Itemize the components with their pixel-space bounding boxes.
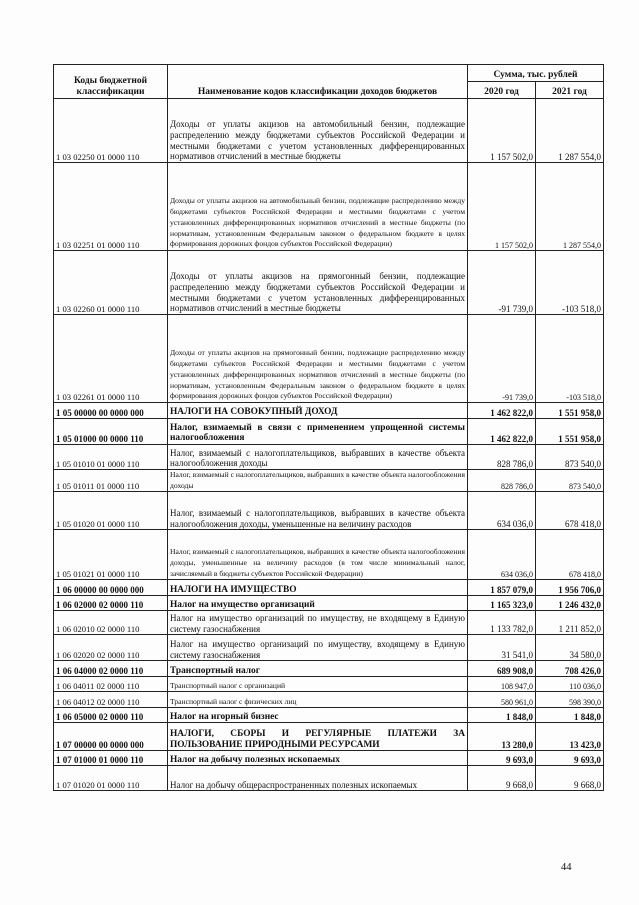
row-code: 1 07 01000 01 0000 110 [54,751,168,766]
row-value-2020: 634 036,0 [468,492,536,530]
row-value-2020: 1 462 822,0 [468,403,536,419]
table-row [54,445,604,470]
row-code: 1 06 00000 00 0000 000 [54,580,168,596]
table-row [54,530,604,580]
row-value-2020: 108 947,0 [468,677,536,692]
header-name: Наименование кодов классификации доходов бюджетов [168,65,468,99]
row-name: Налог на имущество организаций по имуществу, входящему в Единую систему газоснабжения [168,635,468,661]
row-value-2021: -103 518,0 [536,251,604,315]
row-code: 1 05 01010 01 0000 110 [54,445,168,470]
table-body [54,99,604,791]
row-value-2020: 1 462 822,0 [468,419,536,445]
row-value-2020: 580 961,0 [468,692,536,708]
table-row [54,315,604,403]
table-row [54,580,604,596]
row-value-2020: 1 133 782,0 [468,611,536,635]
row-value-2020: 828 786,0 [468,445,536,470]
row-code: 1 06 04000 02 0000 110 [54,661,168,677]
table-row [54,611,604,635]
row-name: Доходы от уплаты акцизов на автомобильный бензин, подлежащие распределению между бюджетами субъектов Российской Федерации и местными бюджетами с учетом установленных дифференцированных нормативов отчислений в местные бюджеты (по нормативам, установленным Федеральным законом о федеральном бюджете в целях формирования дорожных фондов субъектов Российской Федерации) [168,163,468,251]
row-name: Налог, взимаемый с налогоплательщиков, выбравших в качестве объекта налогообложения доходы [168,445,468,470]
row-name: Налог, взимаемый с налогоплательщиков, выбравших в качестве объекта налогообложения доходы, уменьшенные на величину расходов [168,492,468,530]
row-name: Транспортный налог с физических лиц [168,692,468,708]
row-name: НАЛОГИ НА СОВОКУПНЫЙ ДОХОД [168,403,468,419]
row-name: Доходы от уплаты акцизов на прямогонный бензин, подлежащие распределению между бюджетами субъектов Российской Федерации и местными бюджетами с учетом установленных дифференцированных нормативов отчислений в местные бюджеты [168,251,468,315]
row-value-2021: 9 668,0 [536,766,604,791]
row-code: 1 07 00000 00 0000 000 [54,723,168,751]
row-value-2020: 31 541,0 [468,635,536,661]
row-value-2021: 1 551 958,0 [536,403,604,419]
row-value-2021: 9 693,0 [536,751,604,766]
table-row [54,677,604,692]
row-value-2020: 9 693,0 [468,751,536,766]
page-number: 44 [561,862,572,873]
row-value-2020: 1 848,0 [468,708,536,723]
header-sum: Сумма, тыс. рублей [468,65,604,82]
row-name: Налог, взимаемый с налогоплательщиков, выбравших в качестве объекта налогообложения доходы [168,470,468,492]
row-value-2021: 678 418,0 [536,530,604,580]
row-value-2020: 634 036,0 [468,530,536,580]
row-name: Доходы от уплаты акцизов на прямогонный бензин, подлежащие распределению между бюджетами субъектов Российской Федерации и местными бюджетами с учетом установленных дифференцированных нормативов отчислений в местные бюджеты (по нормативам, установленным Федеральным законом о федеральном бюджете в целях формирования дорожных фондов субъектов Российской Федерации) [168,315,468,403]
row-code: 1 06 05000 02 0000 110 [54,708,168,723]
row-code: 1 07 01020 01 0000 110 [54,766,168,791]
row-code: 1 03 02260 01 0000 110 [54,251,168,315]
row-value-2021: 110 036,0 [536,677,604,692]
row-name: Налог, взимаемый с налогоплательщиков, выбравших в качестве объекта налогообложения доходы, уменьшенные на величину расходов (в том числе минимальный налог, зачисляемый в бюджеты субъектов Российской Федерации) [168,530,468,580]
row-code: 1 06 02000 02 0000 110 [54,596,168,611]
row-value-2021: 708 426,0 [536,661,604,677]
row-value-2021: 34 580,0 [536,635,604,661]
row-name: Налог на добычу общераспространенных полезных ископаемых [168,766,468,791]
row-name: НАЛОГИ НА ИМУЩЕСТВО [168,580,468,596]
table-row [54,251,604,315]
table-row [54,708,604,723]
row-code: 1 06 04012 02 0000 110 [54,692,168,708]
header-code: Коды бюджетной классификации [54,65,168,99]
row-value-2021: 678 418,0 [536,492,604,530]
row-code: 1 05 00000 00 0000 000 [54,403,168,419]
row-value-2021: 13 423,0 [536,723,604,751]
row-code: 1 06 02020 02 0000 110 [54,635,168,661]
row-name: Налог, взимаемый в связи с применением упрощенной системы налогообложения [168,419,468,445]
row-code: 1 06 02010 02 0000 110 [54,611,168,635]
row-code: 1 05 01000 00 0000 110 [54,419,168,445]
table-row [54,99,604,163]
row-value-2021: 1 956 706,0 [536,580,604,596]
row-value-2021: 873 540,0 [536,470,604,492]
row-name: Налог на добычу полезных ископаемых [168,751,468,766]
table-row [54,751,604,766]
table-row [54,635,604,661]
budget-table [53,64,604,791]
row-value-2020: 9 668,0 [468,766,536,791]
row-value-2021: -103 518,0 [536,315,604,403]
table-row [54,163,604,251]
row-value-2021: 598 390,0 [536,692,604,708]
row-value-2020: 689 908,0 [468,661,536,677]
row-value-2021: 1 287 554,0 [536,99,604,163]
table-row [54,419,604,445]
row-code: 1 05 01020 01 0000 110 [54,492,168,530]
row-value-2020: 1 165 323,0 [468,596,536,611]
row-name: Налог на имущество организаций [168,596,468,611]
table-row [54,723,604,751]
row-value-2020: 1 857 079,0 [468,580,536,596]
table-row [54,766,604,791]
row-name: Доходы от уплаты акцизов на автомобильный бензин, подлежащие распределению между бюджетами субъектов Российской Федерации и местными бюджетами с учетом установленных дифференцированных нормативов отчислений в местные бюджеты [168,99,468,163]
row-value-2021: 1 551 958,0 [536,419,604,445]
header-year-2020: 2020 год [468,82,536,99]
row-name: Транспортный налог с организаций [168,677,468,692]
row-code: 1 03 02251 01 0000 110 [54,163,168,251]
table-row [54,596,604,611]
row-value-2021: 1 246 432,0 [536,596,604,611]
row-code: 1 05 01021 01 0000 110 [54,530,168,580]
row-value-2021: 873 540,0 [536,445,604,470]
row-value-2020: 828 786,0 [468,470,536,492]
row-value-2020: 1 157 502,0 [468,163,536,251]
row-value-2020: 13 280,0 [468,723,536,751]
row-value-2020: 1 157 502,0 [468,99,536,163]
row-value-2021: 1 211 852,0 [536,611,604,635]
row-name: Налог на имущество организаций по имуществу, не входящему в Единую систему газоснабжения [168,611,468,635]
table-row [54,692,604,708]
header-year-2021: 2021 год [536,82,604,99]
table-row [54,403,604,419]
row-name: НАЛОГИ, СБОРЫ И РЕГУЛЯРНЫЕ ПЛАТЕЖИ ЗА ПОЛЬЗОВАНИЕ ПРИРОДНЫМИ РЕСУРСАМИ [168,723,468,751]
row-value-2021: 1 848,0 [536,708,604,723]
row-code: 1 06 04011 02 0000 110 [54,677,168,692]
row-code: 1 05 01011 01 0000 110 [54,470,168,492]
table-row [54,661,604,677]
row-value-2020: -91 739,0 [468,251,536,315]
row-code: 1 03 02250 01 0000 110 [54,99,168,163]
row-name: Транспортный налог [168,661,468,677]
row-value-2021: 1 287 554,0 [536,163,604,251]
table-row [54,470,604,492]
row-code: 1 03 02261 01 0000 110 [54,315,168,403]
row-name: Налог на игорный бизнес [168,708,468,723]
table-row [54,492,604,530]
row-value-2020: -91 739,0 [468,315,536,403]
